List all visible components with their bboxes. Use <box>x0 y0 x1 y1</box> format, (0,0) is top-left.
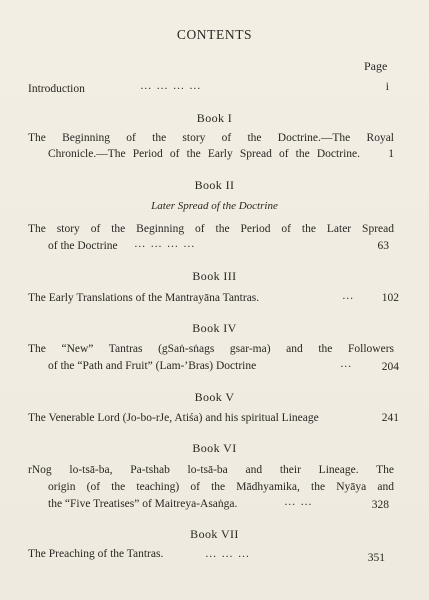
book-4-line-1: The “New” Tantras (gSaṅ-sṅags gsar-ma) and the Followers <box>28 343 394 355</box>
book-6-heading: Book VI <box>192 441 237 455</box>
book-6-leader-dots: … … <box>284 496 313 508</box>
book-3-line-1: The Early Translations of the Mantrayāna Tantras. <box>28 292 260 304</box>
book-2-subtitle: Later Spread of the Doctrine <box>151 200 278 212</box>
book-5-heading: Book V <box>194 390 235 404</box>
book-7-heading: Book VII <box>190 527 239 541</box>
book-2-heading: Book II <box>194 178 235 192</box>
book-3-heading: Book III <box>192 269 237 283</box>
book-2-line-2: of the Doctrine <box>48 240 118 252</box>
introduction-page-number: i <box>385 81 389 93</box>
book-6-line-3: the “Five Treatises” of Maitreya-Asaṅga. <box>48 498 238 510</box>
book-6-line-2: origin (of the teaching) of the Mādhyamika, the Nyāya and <box>48 481 394 493</box>
introduction-label: Introduction <box>28 83 85 95</box>
book-7-leader-dots: … … … <box>205 548 251 560</box>
page-column-label: Page <box>364 59 388 73</box>
book-7-page-number: 351 <box>367 552 385 564</box>
book-3-page-number: 102 <box>381 292 399 304</box>
book-6-line-1: rNog lo-tsā-ba, Pa-tshab lo-tsā-ba and their Lineage. The <box>28 464 394 476</box>
book-4-line-2: of the “Path and Fruit” (Lam-’Bras) Doctrine <box>48 360 257 372</box>
book-5-page-number: 241 <box>381 412 399 424</box>
book-6-page-number: 328 <box>371 499 389 511</box>
book-2-line-1: The story of the Beginning of the Period of the Later Spread <box>28 223 394 235</box>
book-1-heading: Book I <box>196 111 233 125</box>
book-7-line-1: The Preaching of the Tantras. <box>28 548 164 560</box>
contents-title: CONTENTS <box>176 27 253 42</box>
book-1-line-1: The Beginning of the story of the Doctrine.—The Royal <box>28 132 394 144</box>
book-5-line-1: The Venerable Lord (Jo-bo-rJe, Atiśa) and his spiritual Lineage <box>28 412 319 424</box>
book-4-heading: Book IV <box>192 321 237 335</box>
introduction-entry <box>28 83 394 95</box>
book-4-leader-dots: … <box>340 358 353 370</box>
book-4-page-number: 204 <box>381 361 399 373</box>
introduction-leader-dots: … … … … <box>140 80 202 92</box>
book-3-leader-dots: … <box>342 290 355 302</box>
book-2-page-number: 63 <box>377 240 389 252</box>
book-2-leader-dots: … … … … <box>134 238 196 250</box>
book-1-page-number: 1 <box>388 148 394 160</box>
book-1-line-2: Chronicle.—The Period of the Early Spread of the Doctrine. <box>48 148 360 160</box>
